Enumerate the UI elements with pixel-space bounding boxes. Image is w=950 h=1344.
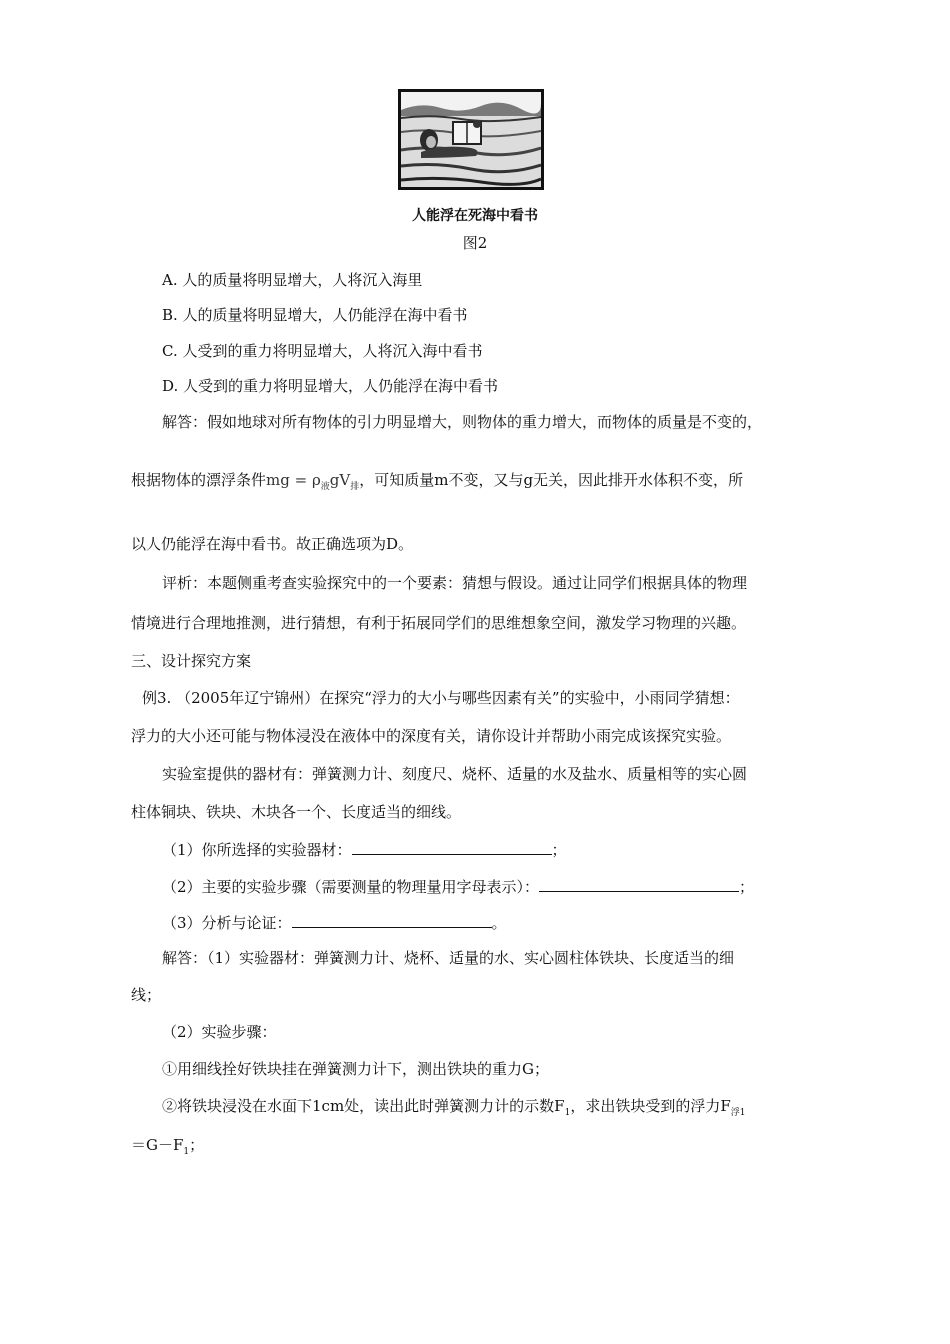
step-2-cont-post: ； — [189, 1136, 205, 1154]
answer-blank-2[interactable] — [539, 877, 739, 892]
question-3 — [162, 913, 507, 933]
question-2 — [162, 877, 754, 897]
comment-line1: 评析：本题侧重考查实验探究中的一个要素：猜想与假设。通过让同学们根据具体的物理 — [162, 574, 748, 592]
answer3-line2: 线； — [131, 986, 162, 1004]
answer1-line2-pre: 根据物体的漂浮条件 — [131, 471, 267, 489]
step-2 — [162, 1096, 745, 1123]
answer-blank-3[interactable] — [292, 913, 492, 928]
step-2-mid: ，求出铁块受到的浮力F — [570, 1097, 731, 1115]
formula-sub-displaced: 排 — [350, 482, 360, 492]
formula-mid: gV — [329, 471, 351, 489]
step-2-pre: ②将铁块浸没在水面下1cm处，读出此时弹簧测力计的示数F — [162, 1097, 565, 1115]
option-c: C. 人受到的重力将明显增大，人将沉入海中看书 — [162, 342, 483, 360]
step-2-continued — [131, 1135, 204, 1162]
example3-line1: 例3. （2005年辽宁锦州）在探究“浮力的大小与哪些因素有关”的实验中，小雨同学猜想： — [142, 689, 740, 707]
question-2-end: ； — [739, 878, 755, 896]
option-d: D. 人受到的重力将明显增大，人仍能浮在海中看书 — [162, 377, 499, 395]
option-b: B. 人的质量将明显增大，人仍能浮在海中看书 — [162, 306, 468, 324]
answer-blank-1[interactable] — [352, 840, 552, 855]
figure-caption: 人能浮在死海中看书 — [412, 208, 538, 224]
question-1-end: ； — [551, 841, 567, 859]
question-2-text: （2）主要的实验步骤（需要测量的物理量用字母表示）： — [162, 878, 540, 896]
answer1-line1: 解答：假如地球对所有物体的引力明显增大，则物体的重力增大，而物体的质量是不变的， — [162, 413, 763, 431]
answer1-line3: 以人仍能浮在海中看书。故正确选项为D。 — [131, 535, 414, 553]
question-1-text: （1）你所选择的实验器材： — [162, 841, 352, 859]
dead-sea-reading-photo — [398, 89, 544, 190]
answer1-line2 — [131, 470, 743, 497]
question-1 — [162, 840, 567, 860]
photo-illustration — [401, 92, 541, 187]
figure-number: 图2 — [462, 234, 488, 252]
step-2-cont-pre: ＝G－F — [131, 1136, 184, 1154]
example3-line3: 实验室提供的器材有：弹簧测力计、刻度尺、烧杯、适量的水及盐水、质量相等的实心圆 — [162, 765, 748, 783]
answer3-line3: （2）实验步骤： — [162, 1023, 277, 1041]
step-2-sub-buoyancy: 浮1 — [730, 1108, 746, 1118]
example3-line2: 浮力的大小还可能与物体浸没在液体中的深度有关，请你设计并帮助小雨完成该探究实验。 — [131, 727, 732, 745]
comment-line2: 情境进行合理地推测，进行猜想，有利于拓展同学们的思维想象空间，激发学习物理的兴趣。 — [131, 614, 747, 632]
formula-main: mg = ρ — [266, 471, 321, 489]
example3-line4: 柱体铜块、铁块、木块各一个、长度适当的细线。 — [131, 803, 462, 821]
answer1-line2-post: ，可知质量m不变，又与g无关，因此排开水体积不变，所 — [359, 471, 744, 489]
step-1: ①用细线拴好铁块挂在弹簧测力计下，测出铁块的重力G； — [162, 1060, 549, 1078]
option-a: A. 人的质量将明显增大，人将沉入海里 — [162, 271, 423, 289]
step-2-cont-sub: 1 — [183, 1147, 190, 1157]
float-condition-formula — [266, 471, 360, 492]
answer3-line1: 解答：（1）实验器材：弹簧测力计、烧杯、适量的水、实心圆柱体铁块、长度适当的细 — [162, 949, 735, 967]
question-3-text: （3）分析与论证： — [162, 914, 292, 932]
question-3-end: 。 — [491, 914, 507, 932]
step-2-sub: 1 — [564, 1108, 571, 1118]
section-heading: 三、设计探究方案 — [131, 652, 252, 670]
formula-sub-liquid: 液 — [320, 482, 330, 492]
